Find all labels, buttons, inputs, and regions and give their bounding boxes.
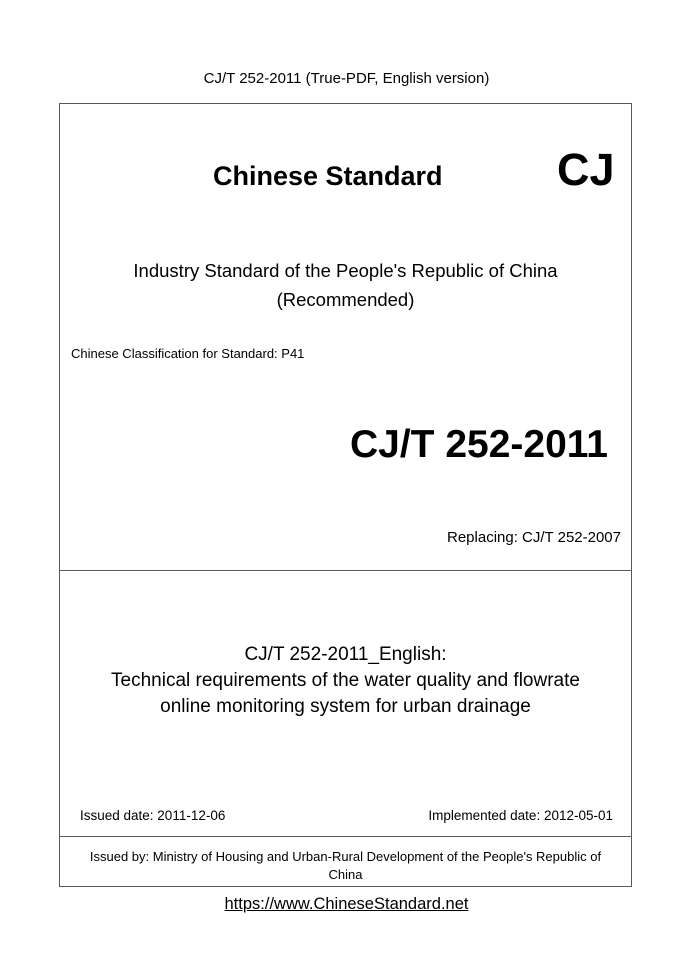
section-divider <box>60 836 631 837</box>
document-title <box>60 642 631 720</box>
industry-standard-heading <box>60 256 631 314</box>
issuer-text <box>60 848 631 884</box>
document-number: CJ/T 252-2011 <box>349 423 608 466</box>
classification-text: Chinese Classification for Standard: P41 <box>71 346 305 361</box>
recommended-line: (Recommended) <box>276 289 415 310</box>
standard-code-mark: CJ <box>557 144 615 195</box>
implemented-date: Implemented date: 2012-05-01 <box>428 808 613 823</box>
issuer-line: China <box>328 867 363 882</box>
title-line: Technical requirements of the water quality and flowrate <box>111 670 580 691</box>
section-divider <box>60 570 631 571</box>
website-link-row <box>0 894 693 914</box>
issuer-line: Issued by: Ministry of Housing and Urban-Rural Development of the People's Republic of <box>89 849 602 864</box>
issued-date: Issued date: 2011-12-06 <box>80 808 226 823</box>
industry-line: Industry Standard of the People's Republic of China <box>133 260 558 281</box>
standard-title: Chinese Standard <box>213 161 443 191</box>
website-link[interactable]: https://www.ChineseStandard.net <box>224 895 469 913</box>
title-line: CJ/T 252-2011_English: <box>244 644 447 665</box>
replacing-text: Replacing: CJ/T 252-2007 <box>447 529 621 546</box>
cover-frame <box>59 103 632 887</box>
page-header: CJ/T 252-2011 (True-PDF, English version) <box>203 70 490 87</box>
title-line: online monitoring system for urban drainage <box>160 696 531 717</box>
